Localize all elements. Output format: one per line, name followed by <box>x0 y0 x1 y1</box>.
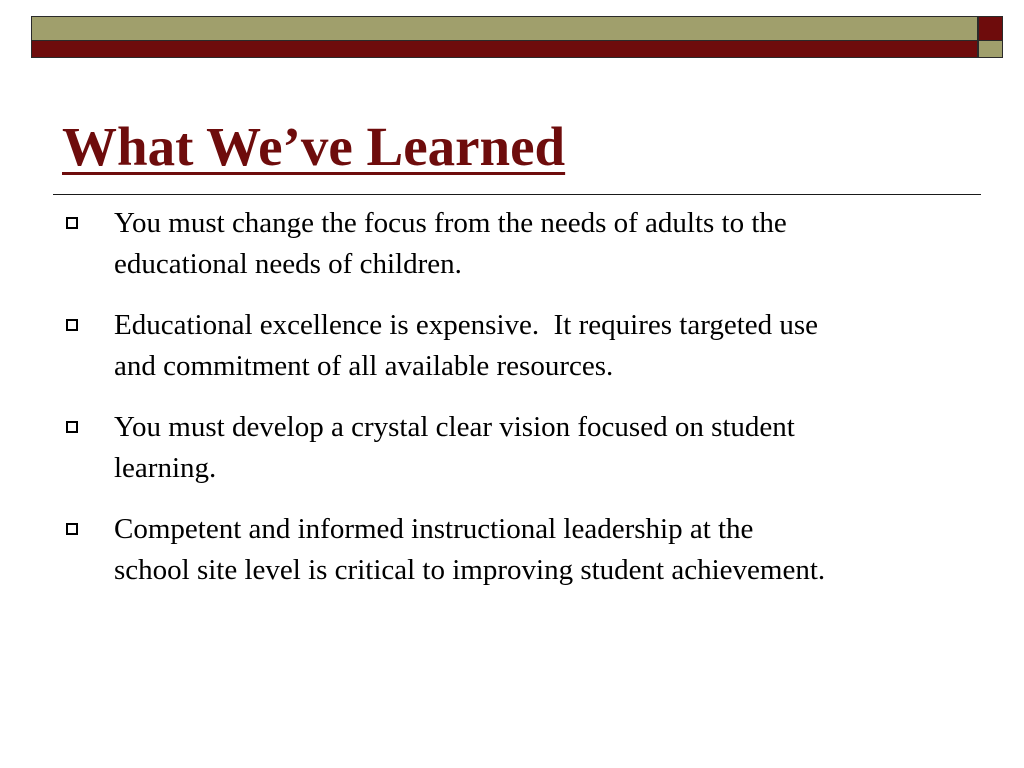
hollow-square-icon <box>66 421 78 433</box>
bullet-text: You must develop a crystal clear vision focused on student learning. <box>114 411 795 484</box>
bullet-list <box>62 203 982 611</box>
bullet-item <box>62 305 982 387</box>
bullet-item <box>62 203 982 285</box>
hollow-square-icon <box>66 217 78 229</box>
hollow-square-icon <box>66 319 78 331</box>
bullet-item <box>62 509 982 591</box>
bullet-text: Educational excellence is expensive. It requires targeted use and commitment of all available resources. <box>114 309 819 382</box>
title-divider <box>53 194 981 195</box>
slide-title: What We’ve Learned <box>62 116 566 177</box>
hollow-square-icon <box>66 523 78 535</box>
header-bar-maroon <box>31 41 978 58</box>
header-corner-square-maroon <box>978 16 1003 41</box>
bullet-text: Competent and informed instructional leadership at the school site level is critical to improving student achievement. <box>114 513 826 586</box>
bullet-item <box>62 407 982 489</box>
bullet-text: You must change the focus from the needs of adults to the educational needs of children. <box>114 207 787 280</box>
header-bar-olive <box>31 16 978 41</box>
header-corner-square-olive <box>978 41 1003 58</box>
